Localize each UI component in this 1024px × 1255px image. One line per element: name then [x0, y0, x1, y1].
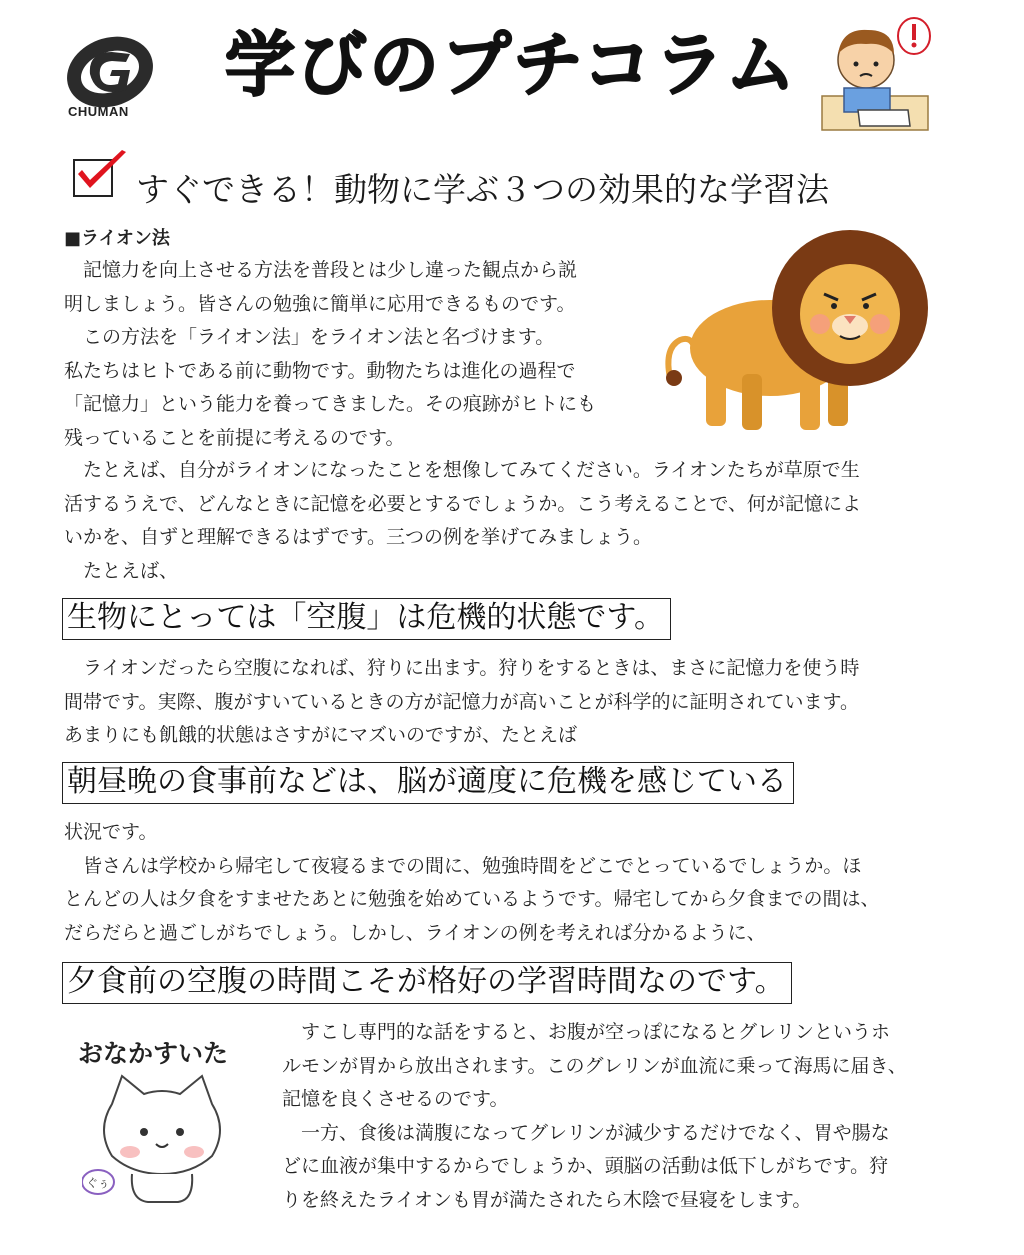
- subtitle: すぐできる！動物に学ぶ３つの効果的な学習法: [136, 170, 829, 209]
- cat-sound-label: ぐぅ: [86, 1176, 110, 1190]
- boxed-heading-hunger: 生物にとっては「空腹」は危機的状態です。: [62, 598, 671, 640]
- checkbox-checked-icon: [70, 148, 130, 200]
- boy-studying-icon: [818, 14, 938, 134]
- hungry-cat-icon: [82, 1070, 242, 1210]
- section-title: ■ライオン法: [64, 228, 170, 249]
- paragraph-ghrelin: すこし専門的な話をすると、お腹が空っぽになるとグレリンというホ ルモンが胃から放出されます。このグレリンが血流に乗って海馬に届き、 記憶を良くさせるのです。 一方、食後は満腹になってグレリンが減少するだけでなく、胃や腸な どに血液が集中するからでしょうか、頭脳の活動は低下しがちです。狩 りを終えたライオンも胃が満たされたら木陰で昼寝をします。: [282, 1021, 907, 1211]
- boxed-heading-before-dinner: 夕食前の空腹の時間こそが格好の学習時間なのです。: [62, 962, 792, 1004]
- lion-illustration-icon: [660, 228, 950, 438]
- paragraph-after-school: 状況です。 皆さんは学校から帰宅して夜寝るまでの間に、勉強時間をどこでとっているでしょうか。ほ とんどの人は夕食をすませたあとに勉強を始めているようです。帰宅してから夕食までの間は、 だらだらと過ごしがちでしょう。しかし、ライオンの例を考えれば分かるように、: [64, 821, 880, 944]
- paragraph-imagine: たとえば、自分がライオンになったことを想像してみてください。ライオンたちが草原で生 活するうえで、どんなときに記憶を必要とするでしょうか。こう考えることで、何が記憶によ いかを、自ずと理解できるはずです。三つの例を挙げてみましょう。 たとえば、: [64, 459, 862, 582]
- paragraph-intro: 記憶力を向上させる方法を普段とは少し違った観点から説 明しましょう。皆さんの勉強に簡単に応用できるものです。 この方法を「ライオン法」をライオン法と名づけます。 私たちはヒトである前に動物です。動物たちは進化の過程で 「記憶力」という能力を養ってきました。その痕跡がヒトにも 残っていることを前提に考えるのです。: [64, 259, 597, 449]
- page-title: 学びのプチコラム: [225, 24, 798, 106]
- paragraph-hunt: ライオンだったら空腹になれば、狩りに出ます。狩りをするときは、まさに記憶力を使う時 間帯です。実際、腹がすいているときの方が記憶力が高いことが科学的に証明されています。 あまりにも飢餓的状態はさすがにマズいのですが、たとえば: [64, 657, 860, 746]
- cat-caption: おなかすいた: [78, 1039, 229, 1068]
- logo-text: CHUMAN: [68, 104, 129, 119]
- boxed-heading-before-meals: 朝昼晩の食事前などは、脳が適度に危機を感じている: [62, 762, 794, 804]
